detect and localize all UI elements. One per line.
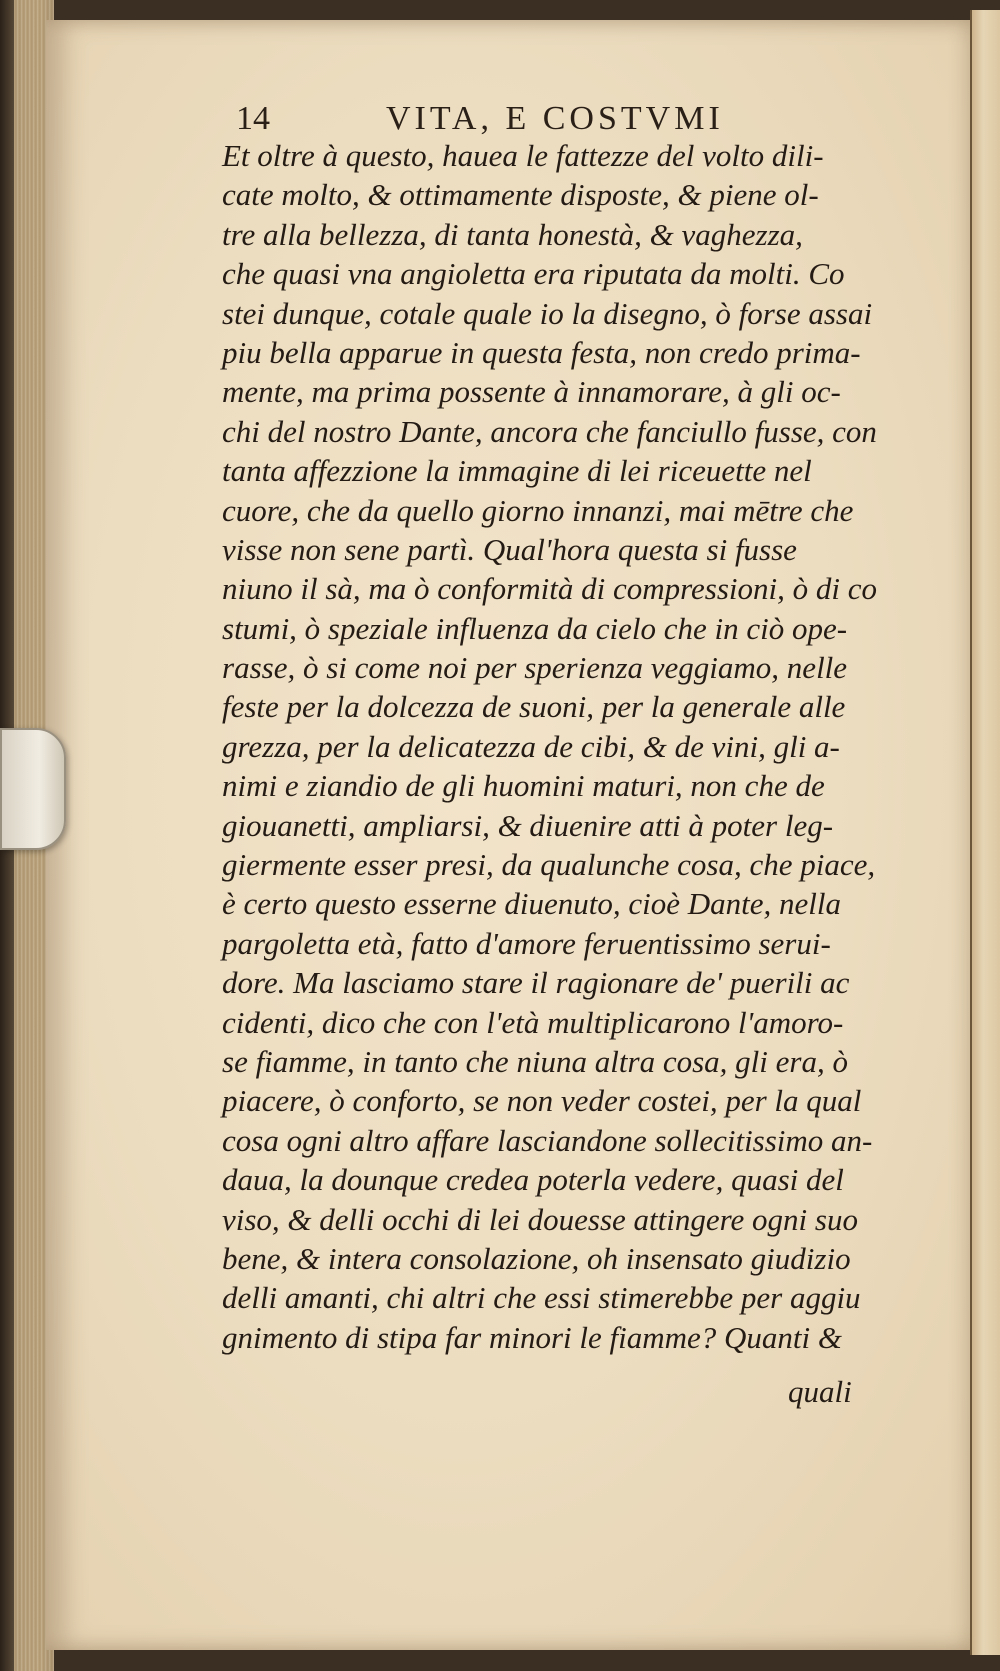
text-line: niuno il sà, ma ò conformità di compressioni, ò di co (222, 571, 877, 607)
text-line: giermente esser presi, da qualunche cosa, che piace, (222, 847, 876, 883)
bleed-through-margin-note (86, 340, 216, 430)
text-line: chi del nostro Dante, ancora che fanciullo fusse, con (222, 413, 877, 449)
text-line: Et oltre à questo, hauea le fattezze del volto dili- (222, 138, 824, 173)
page-clip (0, 728, 66, 850)
text-line: tanta affezzione la immagine di lei riceuette nel (222, 453, 812, 489)
catchword: quali (788, 1374, 852, 1409)
text-line: se fiamme, in tanto che niuna altra cosa, gli era, ò (222, 1043, 848, 1079)
text-line: gnimento di stipa far minori le fiamme? Quanti & (222, 1319, 842, 1355)
text-line: stumi, ò speziale influenza da cielo che in ciò ope- (222, 610, 848, 646)
text-line: bene, & intera consolazione, oh insensato giudizio (222, 1240, 851, 1276)
text-line: feste per la dolcezza de suoni, per la generale alle (222, 689, 846, 725)
text-line: daua, la dounque credea poterla vedere, quasi del (222, 1162, 844, 1198)
text-line: stei dunque, cotale quale io la disegno, ò forse assai (222, 295, 873, 331)
text-line: dore. Ma lasciamo stare il ragionare de' puerili ac (222, 965, 850, 1001)
text-line: giouanetti, ampliarsi, & diuenire atti à poter leg- (222, 807, 834, 843)
text-line: cuore, che da quello giorno innanzi, mai mētre che (222, 492, 854, 528)
text-line: viso, & delli occhi di lei douesse attingere ogni suo (222, 1201, 858, 1237)
bleed-through-margin-note-2 (80, 590, 210, 650)
text-line: pargoletta età, fatto d'amore feruentissimo serui- (222, 925, 831, 961)
text-line: nimi e ziandio de gli huomini maturi, non che de (222, 768, 825, 804)
text-line: visse non sene partì. Qual'hora questa si fusse (222, 531, 797, 567)
text-line: mente, ma prima possente à innamorare, à gli oc- (222, 374, 841, 410)
page-number: 14 (236, 100, 270, 137)
text-line: cosa ogni altro affare lasciandone sollecitissimo an- (222, 1122, 873, 1158)
facing-page-edge (970, 10, 1000, 1655)
body-text (222, 136, 882, 1357)
text-line: grezza, per la delicatezza de cibi, & de vini, gli a- (222, 728, 840, 764)
text-line: piacere, ò conforto, se non veder costei, per la qual (222, 1083, 862, 1119)
text-line: tre alla bellezza, di tanta honestà, & vaghezza, (222, 216, 803, 252)
text-line: rasse, ò si come noi per sperienza veggiamo, nelle (222, 650, 848, 686)
text-line: che quasi vna angioletta era riputata da molti. Co (222, 256, 845, 292)
text-line: è certo questo esserne diuenuto, cioè Dante, nella (222, 886, 841, 922)
text-line: piu bella apparue in questa festa, non credo prima- (222, 334, 861, 370)
text-line: delli amanti, chi altri che essi stimerebbe per aggiu (222, 1280, 861, 1316)
text-line: cate molto, & ottimamente disposte, & piene ol- (222, 177, 819, 213)
running-title: VITA, E COSTVMI (386, 100, 724, 137)
text-line: cidenti, dico che con l'età multiplicarono l'amoro- (222, 1004, 844, 1040)
